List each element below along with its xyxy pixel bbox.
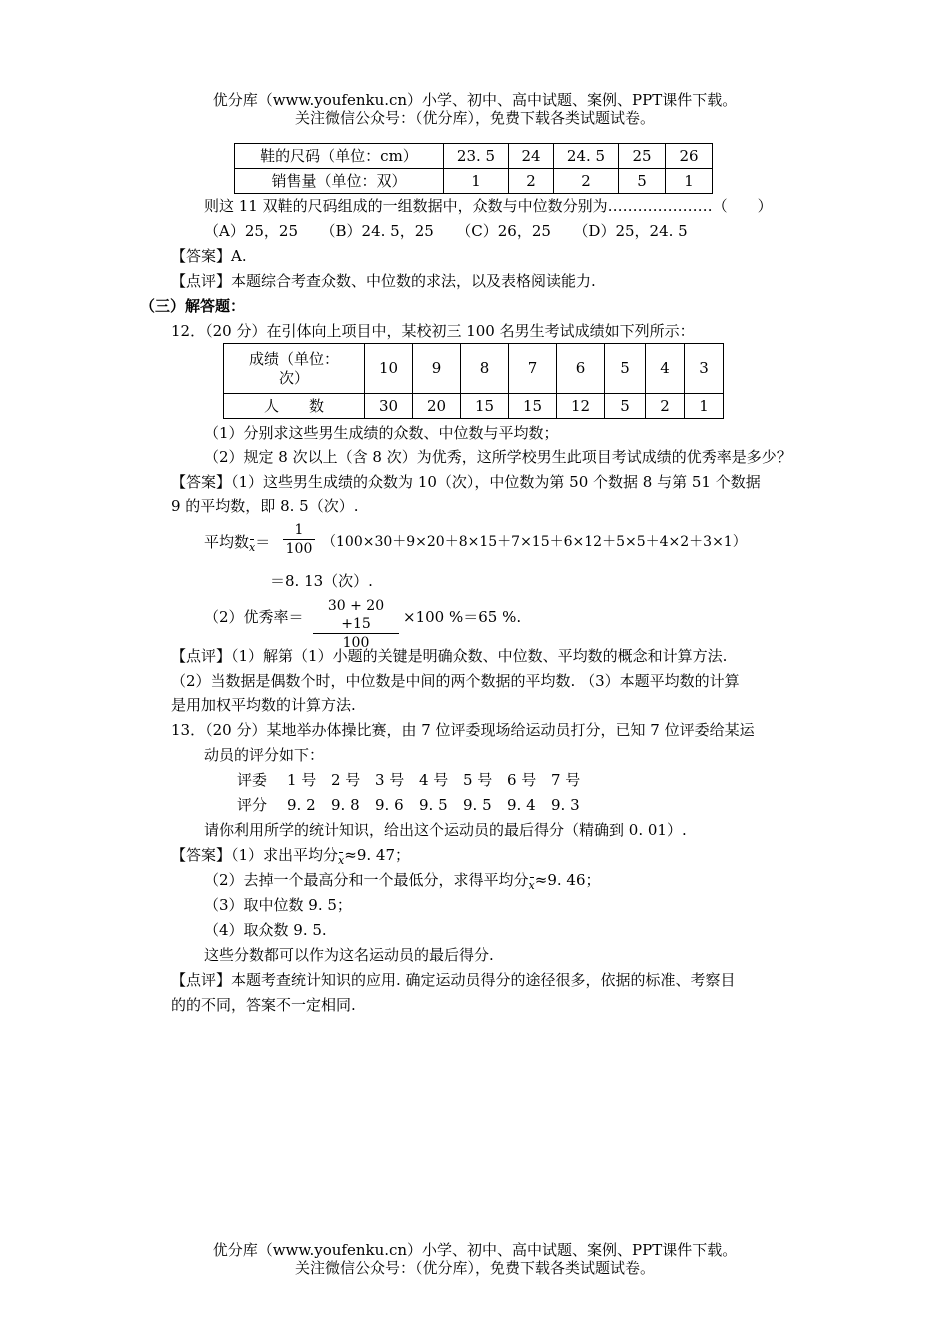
- table-cell: 销售量（单位：双）: [235, 169, 444, 194]
- judge-number: 1 号: [287, 771, 317, 789]
- table-cell: 23. 5: [444, 144, 509, 169]
- header-line-2: 关注微信公众号：（优分库），免费下载各类试题试卷。: [294, 109, 655, 127]
- table-cell: [224, 344, 365, 394]
- table-cell: 7: [509, 344, 557, 394]
- table-cell: 1: [666, 169, 713, 194]
- rate-fraction: [313, 597, 399, 652]
- judge-number: 2 号: [331, 771, 361, 789]
- x-bar-symbol: x: [338, 851, 344, 871]
- table-cell: 15: [461, 394, 509, 419]
- shoe-size-table: [234, 143, 713, 194]
- table-cell: 1: [685, 394, 724, 419]
- answer-text: （2）去掉一个最高分和一个最低分，求得平均分: [204, 871, 529, 889]
- judge-score: 9. 2: [287, 796, 316, 814]
- rate-suffix: ×100 %＝65 %.: [403, 608, 522, 626]
- table-cell: 5: [619, 169, 666, 194]
- mean-formula-left: [204, 532, 270, 554]
- q13-conclusion: 这些分数都可以作为这名运动员的最后得分.: [204, 946, 494, 964]
- answer-value: ≈9. 47；: [344, 846, 411, 864]
- table-cell: 30: [365, 394, 413, 419]
- q13-comment-line-2: 的的不同，答案不一定相同.: [171, 996, 356, 1014]
- table-cell: 5: [605, 394, 646, 419]
- table-cell: 2: [509, 169, 554, 194]
- scores-label: 评分: [237, 796, 268, 814]
- mean-expression: （100×30＋9×20＋8×15＋7×15＋6×12＋5×5＋4×2＋3×1）: [322, 534, 747, 550]
- q13-task: 请你利用所学的统计知识，给出这个运动员的最后得分（精确到 0. 01）.: [204, 821, 687, 839]
- table-cell: 5: [605, 344, 646, 394]
- table-cell: 鞋的尺码（单位：cm）: [235, 144, 444, 169]
- table-row: [235, 144, 713, 169]
- q11-comment: 【点评】本题综合考查众数、中位数的求法，以及表格阅读能力.: [171, 272, 596, 290]
- q12-stem: 12．（20 分）在引体向上项目中，某校初三 100 名男生考试成绩如下列所示：: [171, 322, 695, 340]
- judge-score: 9. 5: [463, 796, 492, 814]
- q12-comment-line-3: 是用加权平均数的计算方法.: [171, 696, 356, 714]
- fraction-numerator: 30 + 20 +15: [327, 598, 385, 632]
- answer-text: 【答案】（1）求出平均分: [171, 846, 339, 864]
- fraction-denominator: 100: [342, 635, 370, 651]
- table-row: [224, 344, 724, 394]
- q11-stem: 则这 11 双鞋的尺码组成的一组数据中，众数与中位数分别为…………………（ ）: [204, 197, 773, 215]
- table-row: [224, 394, 724, 419]
- judge-score: 9. 4: [507, 796, 536, 814]
- q11-answer: 【答案】A.: [171, 247, 247, 265]
- judge-number: 7 号: [551, 771, 581, 789]
- x-bar-symbol: x: [249, 538, 255, 558]
- table-cell: 24: [509, 144, 554, 169]
- table-cell: 20: [413, 394, 461, 419]
- table-cell: 3: [685, 344, 724, 394]
- q13-answer-1: [171, 845, 410, 867]
- q12-comment-line-1: 【点评】（1）解第（1）小题的关键是明确众数、中位数、平均数的概念和计算方法.: [171, 647, 728, 665]
- q13-comment-line-1: 【点评】本题考查统计知识的应用. 确定运动员得分的途径很多，依据的标准、考察目: [171, 971, 736, 989]
- judge-score: 9. 6: [375, 796, 404, 814]
- section-title: （三）解答题：: [140, 297, 246, 315]
- q12-sub2: （2）规定 8 次以上（含 8 次）为优秀，这所学校男生此项目考试成绩的优秀率是多少？: [204, 448, 792, 466]
- fraction-numerator: 1: [294, 522, 304, 538]
- q13-stem-line-1: 13．（20 分）某地举办体操比赛，由 7 位评委现场给运动员打分，已知 7 位评委给某运: [171, 721, 755, 739]
- q13-answer-4: （4）取众数 9. 5.: [204, 921, 327, 939]
- judges-row: [237, 770, 595, 790]
- q13-answer-2: [204, 870, 601, 892]
- q13-stem-line-2: 动员的评分如下：: [204, 746, 325, 764]
- table-cell: 24. 5: [554, 144, 619, 169]
- q11-options: （A）25，25 （B）24. 5，25 （C）26，25 （D）25，24. 5: [204, 222, 688, 240]
- judge-number: 6 号: [507, 771, 537, 789]
- q12-comment-line-2: （2）当数据是偶数个时，中位数是中间的两个数据的平均数. （3）本题平均数的计算: [171, 672, 740, 690]
- table-cell: 9: [413, 344, 461, 394]
- table-cell: 8: [461, 344, 509, 394]
- fraction-denominator: 100: [285, 541, 313, 557]
- mean-fraction: [283, 521, 315, 558]
- header-label-line-1: 成绩（单位：: [248, 349, 339, 368]
- judge-score: 9. 8: [331, 796, 360, 814]
- footer-line-1: 优分库（www.youfenku.cn）小学、初中、高中试题、案例、PPT课件下载。: [212, 1241, 738, 1259]
- q12-answer-line-2: 9 的平均数，即 8. 5（次）.: [171, 497, 359, 515]
- table-cell: 15: [509, 394, 557, 419]
- judge-number: 5 号: [463, 771, 493, 789]
- table-cell: 4: [646, 344, 685, 394]
- x-bar-symbol: x: [529, 876, 535, 896]
- pullup-score-table: [223, 343, 724, 419]
- table-cell: 2: [646, 394, 685, 419]
- table-cell: 26: [666, 144, 713, 169]
- table-cell: 6: [557, 344, 605, 394]
- judges-label: 评委: [237, 771, 268, 789]
- rate-prefix: （2）优秀率＝: [204, 608, 304, 626]
- header-label-line-2: 次）: [278, 368, 309, 387]
- scores-row: [237, 795, 595, 815]
- judge-score: 9. 5: [419, 796, 448, 814]
- q12-answer-line-1: 【答案】（1）这些男生成绩的众数为 10（次），中位数为第 50 个数据 8 与第 51 个数据: [171, 473, 761, 491]
- header-line-1: 优分库（www.youfenku.cn）小学、初中、高中试题、案例、PPT课件下载。: [212, 91, 738, 109]
- footer-line-2: 关注微信公众号：（优分库），免费下载各类试题试卷。: [294, 1259, 655, 1277]
- table-cell: 10: [365, 344, 413, 394]
- q12-sub1: （1）分别求这些男生成绩的众数、中位数与平均数；: [204, 424, 559, 442]
- mean-equals: ＝: [255, 533, 271, 551]
- table-cell: 1: [444, 169, 509, 194]
- answer-value: ≈9. 46；: [534, 871, 601, 889]
- table-cell: 人 数: [224, 394, 365, 419]
- table-cell: 12: [557, 394, 605, 419]
- judge-number: 3 号: [375, 771, 405, 789]
- table-cell: 2: [554, 169, 619, 194]
- judge-number: 4 号: [419, 771, 449, 789]
- table-row: [235, 169, 713, 194]
- judge-score: 9. 3: [551, 796, 580, 814]
- mean-result: ＝8. 13（次）.: [270, 572, 373, 590]
- q13-answer-3: （3）取中位数 9. 5；: [204, 896, 352, 914]
- mean-prefix: 平均数: [204, 533, 250, 551]
- table-cell: 25: [619, 144, 666, 169]
